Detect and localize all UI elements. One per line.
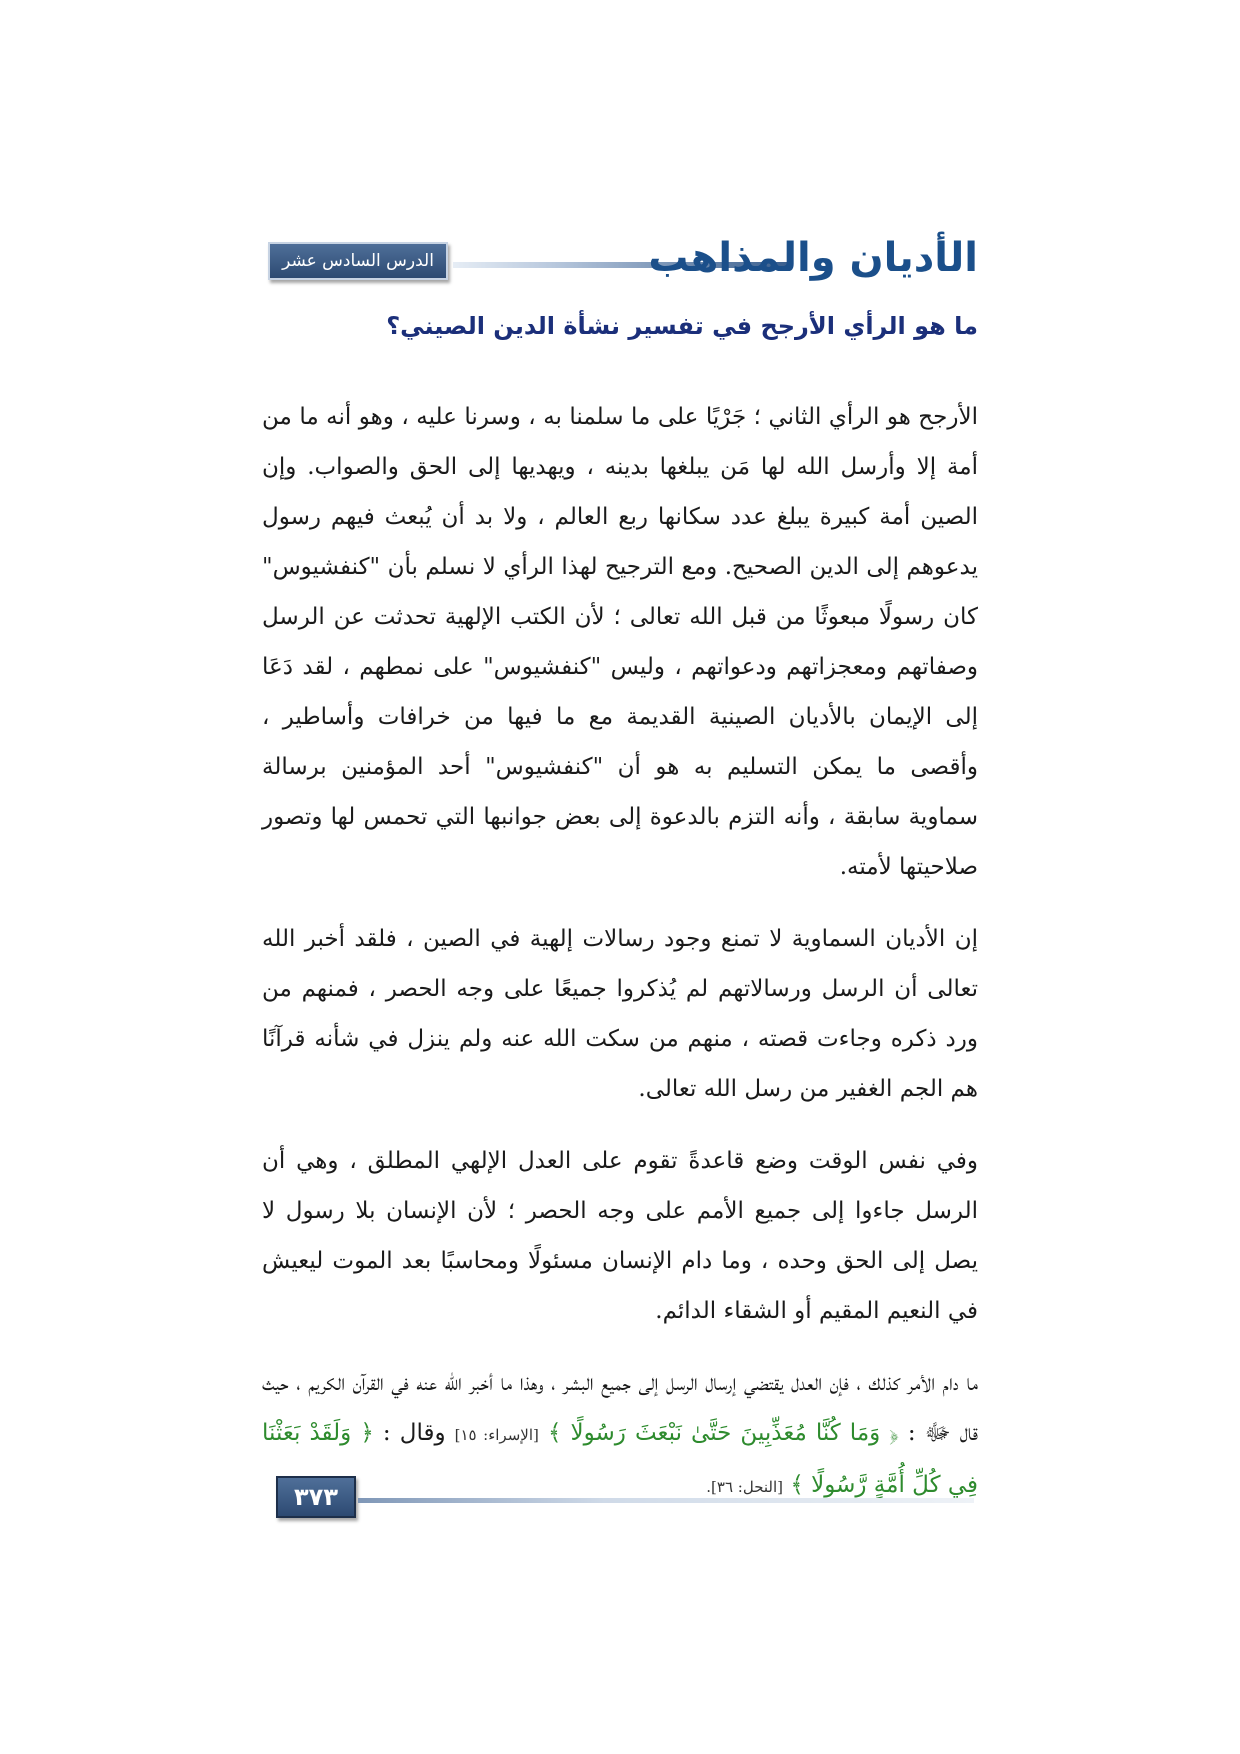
section-question: ما هو الرأي الأرجح في تفسير نشأة الدين الصيني؟	[386, 312, 978, 340]
page-footer	[276, 1476, 976, 1526]
book-title: الأديان والمذاهب	[648, 235, 978, 281]
page-number-box	[276, 1476, 356, 1518]
page-number: ٣٧٣	[294, 1483, 338, 1511]
quran-close-bracket-icon: ﴾	[790, 1472, 804, 1498]
paragraph-4-intro: ما دام الأمر كذلك ، فإن العدل يقتضي إرسال الرسل إلى جميع البشر ، وهذا ما أخبر الله عنه في القرآن الكريم ، حيث قال ﷻ :	[262, 1370, 979, 1446]
quran-verse-1: وَمَا كُنَّا مُعَذِّبِينَ حَتَّىٰ نَبْعَثَ رَسُولًا	[570, 1420, 881, 1446]
paragraph-1: الأرجح هو الرأي الثاني ؛ جَرْيًا على ما سلمنا به ، وسرنا عليه ، وهو أنه ما من أمة إلا وأرسل الله لها مَن يبلغها بدينه ، ويهديها إلى الحق والصواب. وإن الصين أمة كبيرة يبلغ عدد سكانها ربع العالم ، ولا بد أن يُبعث فيهم رسول يدعوهم إلى الدين الصحيح. ومع الترجيح لهذا الرأي لا نسلم بأن "كنفشيوس" كان رسولًا مبعوثًا من قبل الله تعالى ؛ لأن الكتب الإلهية تحدثت عن الرسل وصفاتهم ومعجزاتهم ودعواتهم ، وليس "كنفشيوس" على نمطهم ، لقد دَعَا إلى الإيمان بالأديان الصينية القديمة مع ما فيها من خرافات وأساطير ، وأقصى ما يمكن التسليم به هو أن "كنفشيوس" أحد المؤمنين برسالة سماوية سابقة ، وأنه التزم بالدعوة إلى بعض جوانبها التي تحمس لها وتصور صلاحيتها لأمته.	[262, 404, 978, 880]
paragraph-4-mid: وقال :	[382, 1420, 446, 1446]
verse-reference-2: [النحل: ٣٦].	[706, 1478, 783, 1496]
body-text	[262, 392, 978, 1534]
lesson-label: الدرس السادس عشر	[282, 251, 434, 271]
quran-verse-2: وَلَقَدْ بَعَثْنَا فِي كُلِّ أُمَّةٍ رَّسُولًا	[262, 1420, 978, 1498]
quran-close-bracket-icon: ﴾	[547, 1420, 562, 1446]
paragraph-3: وفي نفس الوقت وضع قاعدةً تقوم على العدل الإلهي المطلق ، وهي أن الرسل جاءوا إلى جميع الأمم على وجه الحصر ؛ لأن الإنسان بلا رسول لا يصل إلى الحق وحده ، وما دام الإنسان مسئولًا ومحاسبًا بعد الموت ليعيش في النعيم المقيم أو الشقاء الدائم.	[262, 1148, 978, 1324]
footer-divider	[358, 1498, 974, 1503]
lesson-label-box	[268, 242, 448, 280]
quran-open-bracket-icon: ﴿	[360, 1420, 374, 1446]
verse-reference-1: [الإسراء: ١٥]	[454, 1426, 539, 1444]
page-header	[268, 230, 978, 290]
quran-open-bracket-icon: ﴿	[889, 1420, 899, 1446]
paragraph-2: إن الأديان السماوية لا تمنع وجود رسالات إلهية في الصين ، فلقد أخبر الله تعالى أن الرسل ورسالاتهم لم يُذكروا جميعًا على وجه الحصر ، فمنهم من ورد ذكره وجاءت قصته ، منهم من سكت الله عنه ولم ينزل في شأنه قرآنًا هم الجم الغفير من رسل الله تعالى.	[262, 926, 978, 1102]
